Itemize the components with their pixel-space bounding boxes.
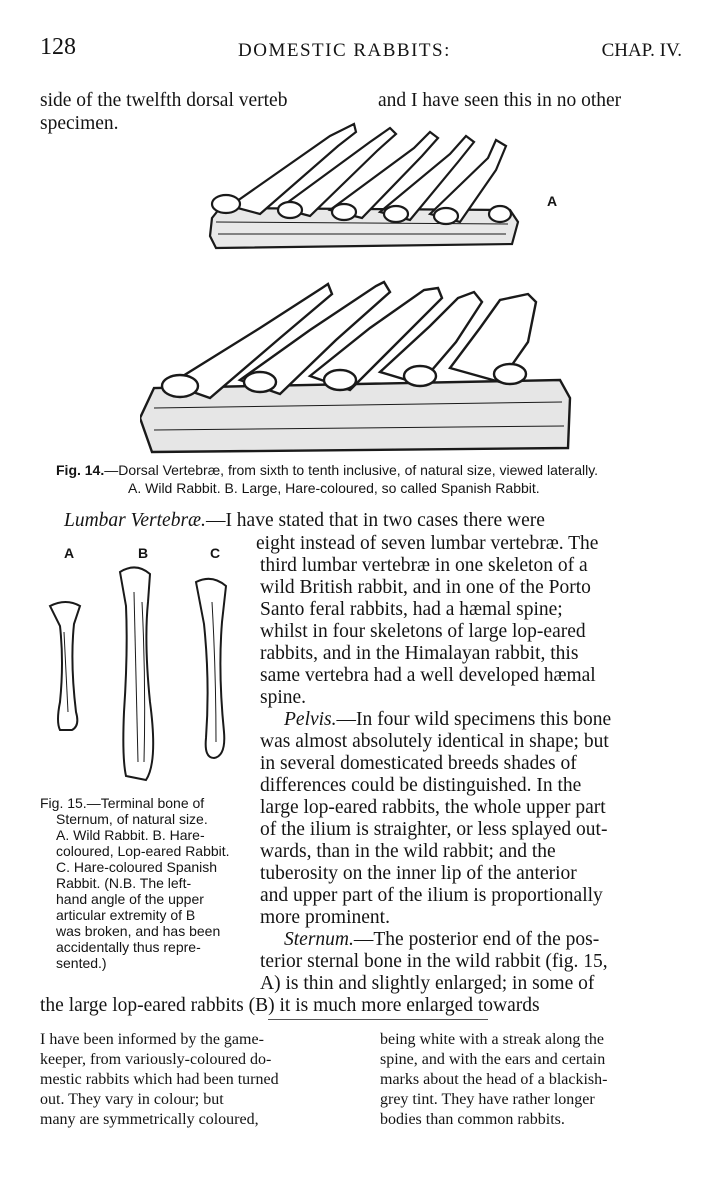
footnote-line: marks about the head of a blackish-	[380, 1071, 608, 1088]
section-heading: Pelvis.	[284, 709, 337, 730]
figure-caption: A. Wild Rabbit. B. Large, Hare-coloured, so called Spanish Rabbit.	[128, 480, 540, 496]
text-line: and I have seen this in no other	[378, 90, 622, 111]
text-line: tuberosity on the inner lip of the anterior	[260, 863, 577, 884]
footnote-line: bodies than common rabbits.	[380, 1111, 565, 1128]
figure-caption: C. Hare-coloured Spanish	[56, 859, 218, 875]
figure-label-a: A	[64, 545, 75, 561]
figure-caption: articular extremity of B	[56, 907, 196, 923]
figure-caption	[56, 462, 598, 479]
text-line: eight instead of seven lumbar vertebræ. The	[256, 533, 599, 554]
figure-caption: Sternum, of natural size.	[56, 811, 208, 827]
text-line: —The posterior end of the pos-	[353, 929, 600, 950]
footnote-line: many are symmetrically coloured,	[40, 1111, 259, 1128]
text-line: more prominent.	[260, 907, 390, 928]
text-line: same vertebra had a well developed hæmal	[260, 665, 596, 686]
figure-label-b: B	[138, 545, 149, 561]
figure-number: Fig. 14.	[56, 462, 105, 478]
text-line: Santo feral rabbits, had a hæmal spine;	[260, 599, 563, 620]
text-line: spine.	[260, 687, 307, 708]
figure-caption: Rabbit. (N.B. The left-	[56, 875, 192, 891]
text-line: specimen.	[40, 113, 119, 134]
section-heading: Sternum.	[284, 929, 354, 950]
figure-caption: hand angle of the upper	[56, 891, 204, 907]
section-heading: Lumbar Vertebræ.	[64, 510, 206, 531]
figure-label-a: A	[547, 193, 558, 209]
text-line: wild British rabbit, and in one of the Porto	[260, 577, 591, 598]
chapter-heading: CHAP. IV.	[601, 40, 682, 61]
running-title: DOMESTIC RABBITS:	[238, 40, 451, 61]
figure-caption: was broken, and has been	[56, 923, 221, 939]
text-line: was almost absolutely identical in shape; but	[260, 731, 609, 752]
figure-caption: accidentally thus repre-	[56, 939, 201, 955]
text-line: side of the twelfth dorsal verteb	[40, 90, 288, 111]
figure-label-c: C	[210, 545, 221, 561]
vertebrae-illustration	[140, 118, 580, 463]
footnote-rule	[268, 1019, 488, 1020]
figure-caption: coloured, Lop-eared Rabbit.	[56, 843, 230, 859]
sternum-bones-illustration	[40, 562, 250, 784]
text-line: in several domesticated breeds shades of	[260, 753, 577, 774]
footnote-line: grey tint. They have rather longer	[380, 1091, 595, 1108]
text-line: of the ilium is straighter, or less splayed out-	[260, 819, 608, 840]
text-line: whilst in four skeletons of large lop-eared	[260, 621, 586, 642]
text-line: differences could be distinguished. In the	[260, 775, 582, 796]
footnote-line: keeper, from variously-coloured do-	[40, 1051, 272, 1068]
page-number: 128	[40, 34, 76, 60]
text-line: and upper part of the ilium is proportionally	[260, 885, 603, 906]
paragraph-heading-line	[64, 510, 686, 532]
footnote-line: I have been informed by the game-	[40, 1031, 264, 1048]
text-line: the large lop-eared rabbits (B) it is much more enlarged towards	[40, 995, 540, 1016]
footnote-line: out. They vary in colour; but	[40, 1091, 224, 1108]
footnote-line: being white with a streak along the	[380, 1031, 604, 1048]
text-line: wards, than in the wild rabbit; and the	[260, 841, 556, 862]
paragraph-heading-line	[284, 709, 611, 731]
footnote-line: spine, and with the ears and certain	[380, 1051, 606, 1068]
text-line: terior sternal bone in the wild rabbit (fig. 15,	[260, 951, 608, 972]
text-line: third lumbar vertebræ in one skeleton of a	[260, 555, 588, 576]
paragraph-heading-line	[284, 929, 599, 951]
figure-caption: Fig. 15.—Terminal bone of	[40, 795, 205, 811]
text-line: large lop-eared rabbits, the whole upper part	[260, 797, 606, 818]
figure-caption: sented.)	[56, 955, 107, 971]
text-line: —In four wild specimens this bone	[336, 709, 612, 730]
footnote-line: mestic rabbits which had been turned	[40, 1071, 279, 1088]
figure-caption: A. Wild Rabbit. B. Hare-	[56, 827, 205, 843]
text-line: rabbits, and in the Himalayan rabbit, this	[260, 643, 579, 664]
caption-text: —Dorsal Vertebræ, from sixth to tenth inclusive, of natural size, viewed laterally.	[104, 462, 599, 478]
text-line: —I have stated that in two cases there were	[205, 510, 545, 531]
text-line: A) is thin and slightly enlarged; in some of	[260, 973, 595, 994]
